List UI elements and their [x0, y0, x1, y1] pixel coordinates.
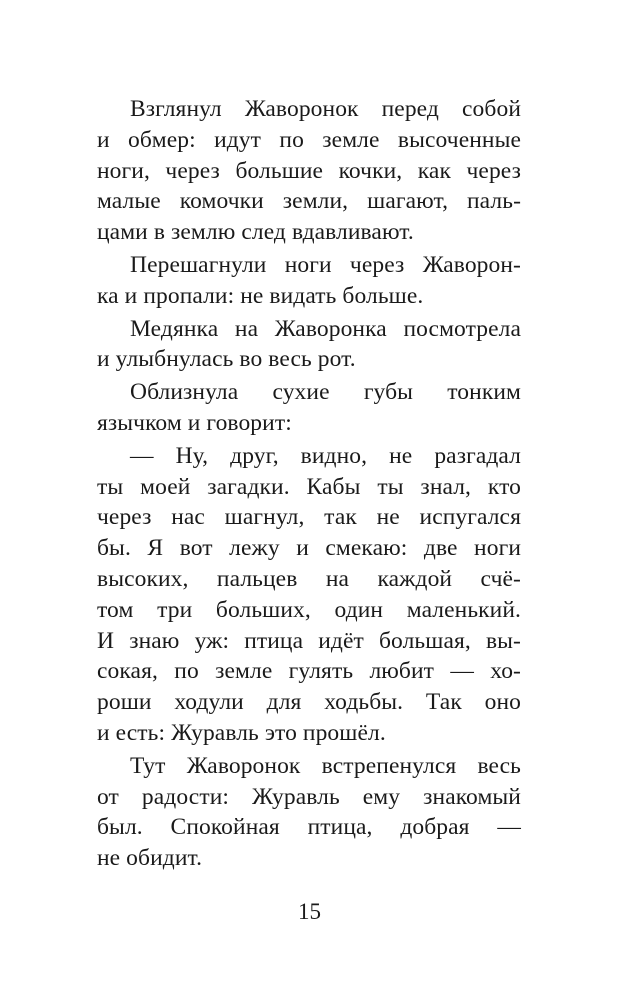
paragraph-3	[97, 314, 521, 376]
text-line: Перешагнули ноги через Жаворон-	[130, 251, 521, 278]
text-line: бы. Я вот лежу и смекаю: две ноги	[97, 535, 521, 562]
body-text	[97, 94, 521, 876]
text-line: и улыбнулась во весь рот.	[97, 346, 356, 373]
text-line: И знаю уж: птица идёт большая, вы-	[97, 627, 521, 654]
text-line: сокая, по земле гулять любит — хо-	[97, 658, 521, 685]
text-line: язычком и говорит:	[97, 409, 292, 436]
paragraph-1	[97, 94, 521, 248]
paragraph-4	[97, 377, 521, 439]
text-line: через нас шагнул, так не испугался	[97, 504, 521, 531]
text-line: цами в землю след вдавливают.	[97, 219, 414, 246]
text-line: Медянка на Жаворонка посмотрела	[130, 315, 521, 342]
text-line: том три больших, один маленький.	[97, 596, 521, 623]
text-line: Облизнула сухие губы тонким	[130, 379, 521, 406]
text-line: был. Спокойная птица, добрая —	[97, 814, 521, 841]
text-line: и есть: Журавль это прошёл.	[97, 719, 386, 746]
paragraph-6	[97, 751, 521, 874]
paragraph-5	[97, 441, 521, 749]
text-line: Тут Жаворонок встрепенулся весь	[130, 752, 521, 779]
text-line: ноги, через большие кочки, как через	[97, 157, 521, 184]
text-line: от радости: Журавль ему знакомый	[97, 783, 521, 810]
paragraph-2	[97, 250, 521, 312]
text-line: Взглянул Жаворонок перед собой	[130, 96, 521, 122]
text-line: ты моей загадки. Кабы ты знал, кто	[97, 473, 521, 500]
text-line: не обидит.	[97, 845, 203, 872]
text-line: малые комочки земли, шагают, паль-	[97, 188, 521, 215]
text-line: роши ходули для ходьбы. Так оно	[97, 689, 521, 716]
text-line: ка и пропали: не видать больше.	[97, 282, 424, 309]
page-number: 15	[298, 899, 321, 924]
text-line: и обмер: идут по земле высоченные	[97, 126, 521, 153]
text-line: высоких, пальцев на каждой счё-	[97, 565, 521, 592]
text-line: — Ну, друг, видно, не разгадал	[130, 442, 521, 469]
